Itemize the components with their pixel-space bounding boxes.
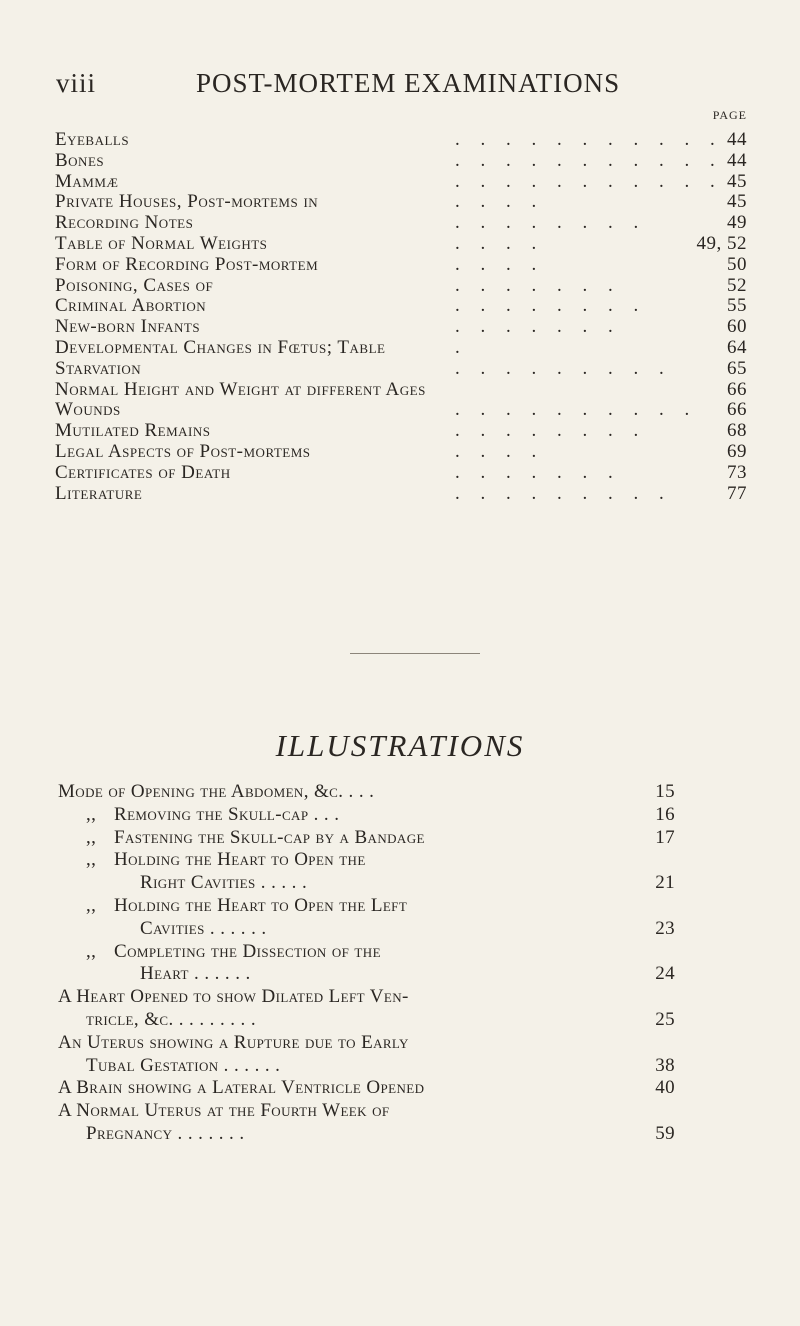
illustration-page: 25 [655, 1008, 675, 1030]
illustration-entry [58, 1077, 778, 1100]
toc-entry-page: 60 [727, 316, 747, 338]
toc-entry-title: Developmental Changes in Fœtus; Table [55, 336, 386, 358]
illustration-entry [58, 804, 778, 827]
illustration-line [58, 827, 778, 850]
toc-entry-page: 55 [727, 295, 747, 317]
toc-entry-leader: . . . . . . . . [455, 212, 647, 234]
running-title: POST-MORTEM EXAMINATIONS [196, 68, 621, 98]
illustration-page: 17 [655, 826, 675, 848]
toc-entry [55, 130, 795, 151]
illustration-page: 38 [655, 1054, 675, 1076]
toc-entry-page: 49, 52 [696, 232, 747, 254]
illustration-text: Removing the Skull-cap . . . [114, 803, 340, 825]
toc-entry-leader: . . . . [455, 440, 545, 462]
illustration-text: Holding the Heart to Open the Left [114, 894, 408, 916]
toc-entry-leader: . . . . . . . [455, 274, 621, 296]
toc-entry [55, 276, 795, 297]
illustration-text: An Uterus showing a Rupture due to Early [58, 1031, 409, 1053]
toc-entry [55, 359, 795, 380]
illustration-page: 23 [655, 917, 675, 939]
toc-entry-leader: . . . . . . . . [455, 295, 647, 317]
toc-entry-title: Literature [55, 482, 143, 504]
illustration-page: 15 [655, 781, 675, 802]
illustration-text: Fastening the Skull-cap by a Bandage [114, 826, 425, 848]
toc-entry [55, 234, 795, 255]
illustration-page: 40 [655, 1077, 675, 1099]
illustration-line [58, 941, 778, 964]
toc-entry [55, 317, 795, 338]
illustration-text: Heart . . . . . . [140, 963, 251, 985]
ditto-mark: ,, [86, 894, 97, 916]
illustration-entry [58, 941, 778, 987]
illustrations-heading: ILLUSTRATIONS [275, 728, 525, 763]
toc-entry-title: Private Houses, Post-mortems in [55, 191, 319, 213]
illustration-entry [58, 895, 778, 941]
toc-entry-page: 77 [727, 482, 747, 504]
toc-entry-page: 68 [727, 420, 747, 442]
toc-entry [55, 255, 795, 276]
toc-entry [55, 400, 795, 421]
illustration-page: 21 [655, 872, 675, 894]
illustrations-list [58, 781, 778, 1146]
toc-entry-page: 44 [727, 149, 747, 171]
illustration-text: A Heart Opened to show Dilated Left Ven- [58, 986, 409, 1008]
illustration-line [58, 986, 778, 1009]
toc-entry-leader: . . . . [455, 232, 545, 254]
illustration-line [58, 872, 778, 895]
illustration-line [58, 1100, 778, 1123]
illustration-line [58, 918, 778, 941]
toc-entry-page: 66 [727, 399, 747, 421]
ditto-mark: ,, [86, 849, 97, 871]
toc-entry-leader: . . . . . . . . . [455, 357, 672, 379]
toc-entry-title: New-born Infants [55, 316, 201, 338]
illustration-text: Cavities . . . . . . [140, 917, 267, 939]
illustration-text: Mode of Opening the Abdomen, &c. . . . [58, 781, 375, 802]
toc-entry [55, 442, 795, 463]
toc-entry-leader: . . . . . . . . [455, 420, 647, 442]
toc-entry-leader: . . . . . . . [455, 461, 621, 483]
toc-entry-leader: . . . . . . . [455, 316, 621, 338]
toc-entry [55, 338, 795, 359]
toc-entry-title: Bones [55, 149, 105, 171]
toc-entry-title: Table of Normal Weights [55, 232, 268, 254]
illustration-text: Holding the Heart to Open the [114, 849, 366, 871]
illustration-page: 16 [655, 803, 675, 825]
toc-entry-page: 65 [727, 357, 747, 379]
toc-entry-page: 45 [727, 170, 747, 192]
toc-entry-leader: . . . . . . . . . [455, 482, 672, 504]
toc-entry-title: Form of Recording Post-mortem [55, 253, 319, 275]
section-divider [350, 653, 480, 654]
toc-entry-title: Poisoning, Cases of [55, 274, 214, 296]
illustration-line [58, 1032, 778, 1055]
toc-entries [55, 130, 795, 504]
toc-entry [55, 151, 795, 172]
toc-entry [55, 463, 795, 484]
illustration-text: A Normal Uterus at the Fourth Week of [58, 1100, 390, 1122]
toc-entry-title: Normal Height and Weight at different Ages [55, 378, 426, 400]
illustration-entry [58, 986, 778, 1032]
toc-entry-page: 50 [727, 253, 747, 275]
toc-entry-title: Recording Notes [55, 212, 194, 234]
toc-entry-leader: . [455, 336, 468, 358]
illustration-text: Pregnancy . . . . . . . [86, 1122, 245, 1144]
illustration-line [58, 804, 778, 827]
page-column-label: PAGE [712, 108, 747, 122]
toc-entry-leader: . . . . . . . . . . . [455, 129, 723, 150]
toc-entry-page: 66 [727, 378, 747, 400]
illustration-entry [58, 781, 778, 804]
illustration-text: Completing the Dissection of the [114, 940, 381, 962]
toc-entry [55, 484, 795, 505]
toc-entry-page: 49 [727, 212, 747, 234]
illustration-page: 24 [655, 963, 675, 985]
toc-entry-leader: . . . . [455, 253, 545, 275]
toc-entry [55, 380, 795, 401]
illustration-line [58, 1055, 778, 1078]
illustration-line [58, 895, 778, 918]
toc-entry-page: 64 [727, 336, 747, 358]
illustration-line [58, 963, 778, 986]
toc-entry-title: Wounds [55, 399, 121, 421]
running-head [56, 68, 620, 99]
toc-entry-page: 73 [727, 461, 747, 483]
toc-entry-title: Eyeballs [55, 129, 130, 150]
toc-entry [55, 213, 795, 234]
toc-entry-page: 52 [727, 274, 747, 296]
toc-entry [55, 421, 795, 442]
illustration-line [58, 849, 778, 872]
toc-entry-leader: . . . . . . . . . . . [455, 170, 723, 192]
toc-entry-title: Certificates of Death [55, 461, 231, 483]
illustration-page: 59 [655, 1122, 675, 1144]
toc-entry [55, 172, 795, 193]
illustration-line [58, 781, 778, 804]
toc-entry [55, 192, 795, 213]
ditto-mark: ,, [86, 940, 97, 962]
illustration-line [58, 1077, 778, 1100]
ditto-mark: ,, [86, 826, 97, 848]
illustration-text: A Brain showing a Lateral Ventricle Opened [58, 1077, 425, 1099]
toc-entry-page: 45 [727, 191, 747, 213]
illustration-line [58, 1123, 778, 1146]
illustration-entry [58, 1032, 778, 1078]
toc-entry [55, 296, 795, 317]
illustration-entry [58, 849, 778, 895]
toc-entry-leader: . . . . [455, 191, 545, 213]
toc-entry-leader: . . . . . . . . . . . [455, 149, 723, 171]
toc-entry-page: 44 [727, 129, 747, 150]
toc-entry-title: Criminal Abortion [55, 295, 207, 317]
toc-entry-title: Mammæ [55, 170, 119, 192]
toc-entry-title: Legal Aspects of Post-mortems [55, 440, 311, 462]
ditto-mark: ,, [86, 803, 97, 825]
page-number: viii [56, 68, 97, 98]
toc-entry-page: 69 [727, 440, 747, 462]
toc-entry-title: Starvation [55, 357, 142, 379]
toc-entry-leader: . . . . . . . . . . [455, 399, 698, 421]
illustration-line [58, 1009, 778, 1032]
toc-entry-title: Mutilated Remains [55, 420, 211, 442]
illustration-entry [58, 827, 778, 850]
illustration-text: tricle, &c. . . . . . . . . [86, 1008, 256, 1030]
illustration-entry [58, 1100, 778, 1146]
illustration-text: Right Cavities . . . . . [140, 872, 308, 894]
illustration-text: Tubal Gestation . . . . . . [86, 1054, 281, 1076]
